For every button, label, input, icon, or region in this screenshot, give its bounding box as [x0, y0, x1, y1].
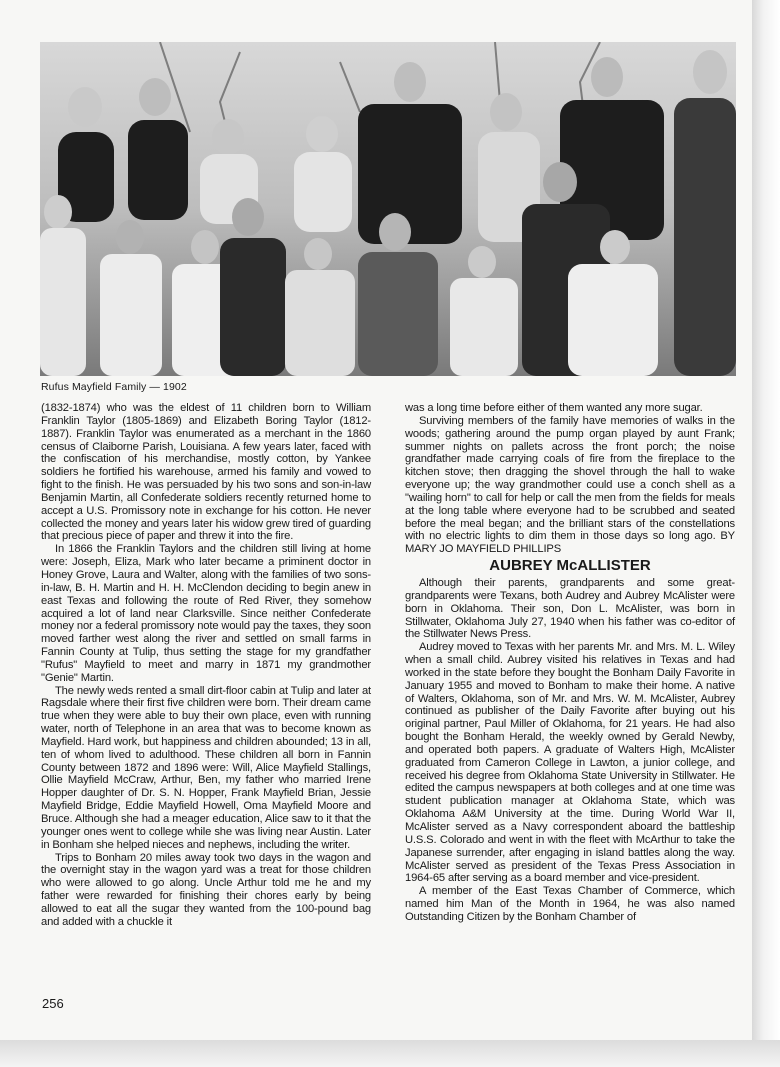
paragraph: Trips to Bonham 20 miles away took two days in the wagon and the overnight stay in the wagon yard was a treat for those children who were allowed to go along. Uncle Arthur told me he and my father were rewarded for finishing their chores early by being allowed to eat all the sugar they wanted from the 100-pound bag and added with a chuckle it [41, 851, 371, 928]
paragraph: (1832-1874) who was the eldest of 11 children born to William Franklin Taylor (1805-1869) and Elizabeth Boring Taylor (1812-1887). Franklin Taylor was enumerated as a merchant in the 1860 census of Claiborne Parish, Louisiana. A few years later, faced with the confiscation of his merchandise, mostly cotton, by Yankee soldiers he fortified his warehouse, armed his family and vowed to fight to the finish. He was persuaded by his two sons and son-in-law Benjamin Martin, all Confederate soldiers recently returned home to accept a U.S. Promissory note in exchange for his cotton. He never collected the money and years later his widow grew tired of guarding that precious piece of paper and threw it into the fire. [41, 402, 371, 543]
page-number: 256 [42, 996, 64, 1011]
paragraph: Although their parents, grandparents and some great-grandparents were Texans, both Audrey and Aubrey McAlister were born in Oklahoma. Their son, Don L. McAlister, was born in Stillwater, Oklahoma July 27, 1940 when his father was co-editor of the Stillwater News Press. [405, 576, 735, 641]
article-column-left [41, 402, 371, 929]
paragraph: A member of the East Texas Chamber of Commerce, which named him Man of the Month in 1964, he was also named Outstanding Citizen by the Bonham Chamber of [405, 885, 735, 923]
scan-bottom-edge [0, 1040, 780, 1067]
paragraph: In 1866 the Franklin Taylors and the children still living at home were: Joseph, Eliza, Mark who later became a priminent doctor in Honey Grove, Laura and Walter, along with the families of two sons-in-law, B. H. Martin and H. H. McClendon deciding to begin anew in east Texas and following the route of Red River, they somehow acquired a lot of land near Clarksville. Since neither Confederate money nor a federal promissory note would pay the taxes, they soon moved farther west along the river and settled on small farms in Fannin County at Tulip, thus setting the stage for my grandfather "Rufus" Mayfield to meet and marry in 1871 my grandmother "Genie" Martin. [41, 543, 371, 684]
paragraph: Surviving members of the family have memories of walks in the woods; gathering around the pump organ played by aunt Frank; summer nights on pallets across the front porch; the noise grandfather made carrying coals of fire from the fireplace to the kitchen stove; then dragging the shovel through the hall to wake everyone up; the way grandmother could use a conch shell as a "wailing horn" to call for help or call the men from the fields for meals at the long table where everyone had to be scrubbed and seated before the meal began; and the brilliant stars of the constellations with no electric lights to dim them in those days so long ago. BY MARY JO MAYFIELD PHILLIPS [405, 414, 735, 556]
family-photograph [40, 42, 736, 376]
article-column-right [405, 402, 735, 924]
paragraph: Audrey moved to Texas with her parents Mr. and Mrs. M. L. Wiley when a small child. Aubrey visited his relatives in Texas and had worked in the state before they bought the Bonham Daily Favorite in January 1955 and moved to Bonham to make their home. A native of Walters, Oklahoma, son of Mr. and Mrs. W. M. McAlister, Aubrey continued as publisher of the Daily Favorite after buying out his original partner, Paul Miller of Oklahoma, for 21 years. He had also bought the Bonham Herald, the weekly owned by Gerald Newby, and operated both papers. A graduate of Walters High, McAlister graduated from Cameron College in Lawton, a junior college, and received his degree from Oklahoma State University in Stillwater. He edited the campus newspapers at both colleges and at one time was student publication manager at Oklahoma State, which was Oklahoma A&M University at the time. During World War II, McAlister served as a Navy correspondent aboard the battleship U.S.S. Colorado and went in with the fleet with McArthur to take the Japanese surrender, after engaging in island battles along the way. McAlister served as president of the Texas Press Association in 1964-65 after serving as a board member and vice-president. [405, 641, 735, 885]
scan-edge [752, 0, 780, 1067]
paragraph: was a long time before either of them wanted any more sugar. [405, 402, 703, 414]
paragraph: The newly weds rented a small dirt-floor cabin at Tulip and later at Ragsdale where their first five children were born. Their dream came true when they were able to buy their own place, even with running water, north of Telephone in an area that was to become known as Mayfield. Hard work, but happiness and children abounded; 13 in all, ten of whom lived to adulthood. These children all born in Fannin County between 1872 and 1896 were: Will, Alice Mayfield Stallings, Ollie Mayfield McCraw, Arthur, Ben, my father who married Irene Hopper daughter of Dr. S. N. Hopper, Frank Mayfield Brian, Jessie Mayfield Bridge, Eddie Mayfield Howell, Oma Mayfield Moore and Bruce. Although she had a meager education, Alice saw to it that the younger ones went to college while she was living near Austin. Later in Bonham she helped nieces and nephews, including the writer. [41, 684, 371, 851]
family-photo-image [40, 42, 736, 376]
section-heading: AUBREY McALLISTER [489, 557, 651, 575]
photo-caption: Rufus Mayfield Family — 1902 [41, 381, 187, 393]
